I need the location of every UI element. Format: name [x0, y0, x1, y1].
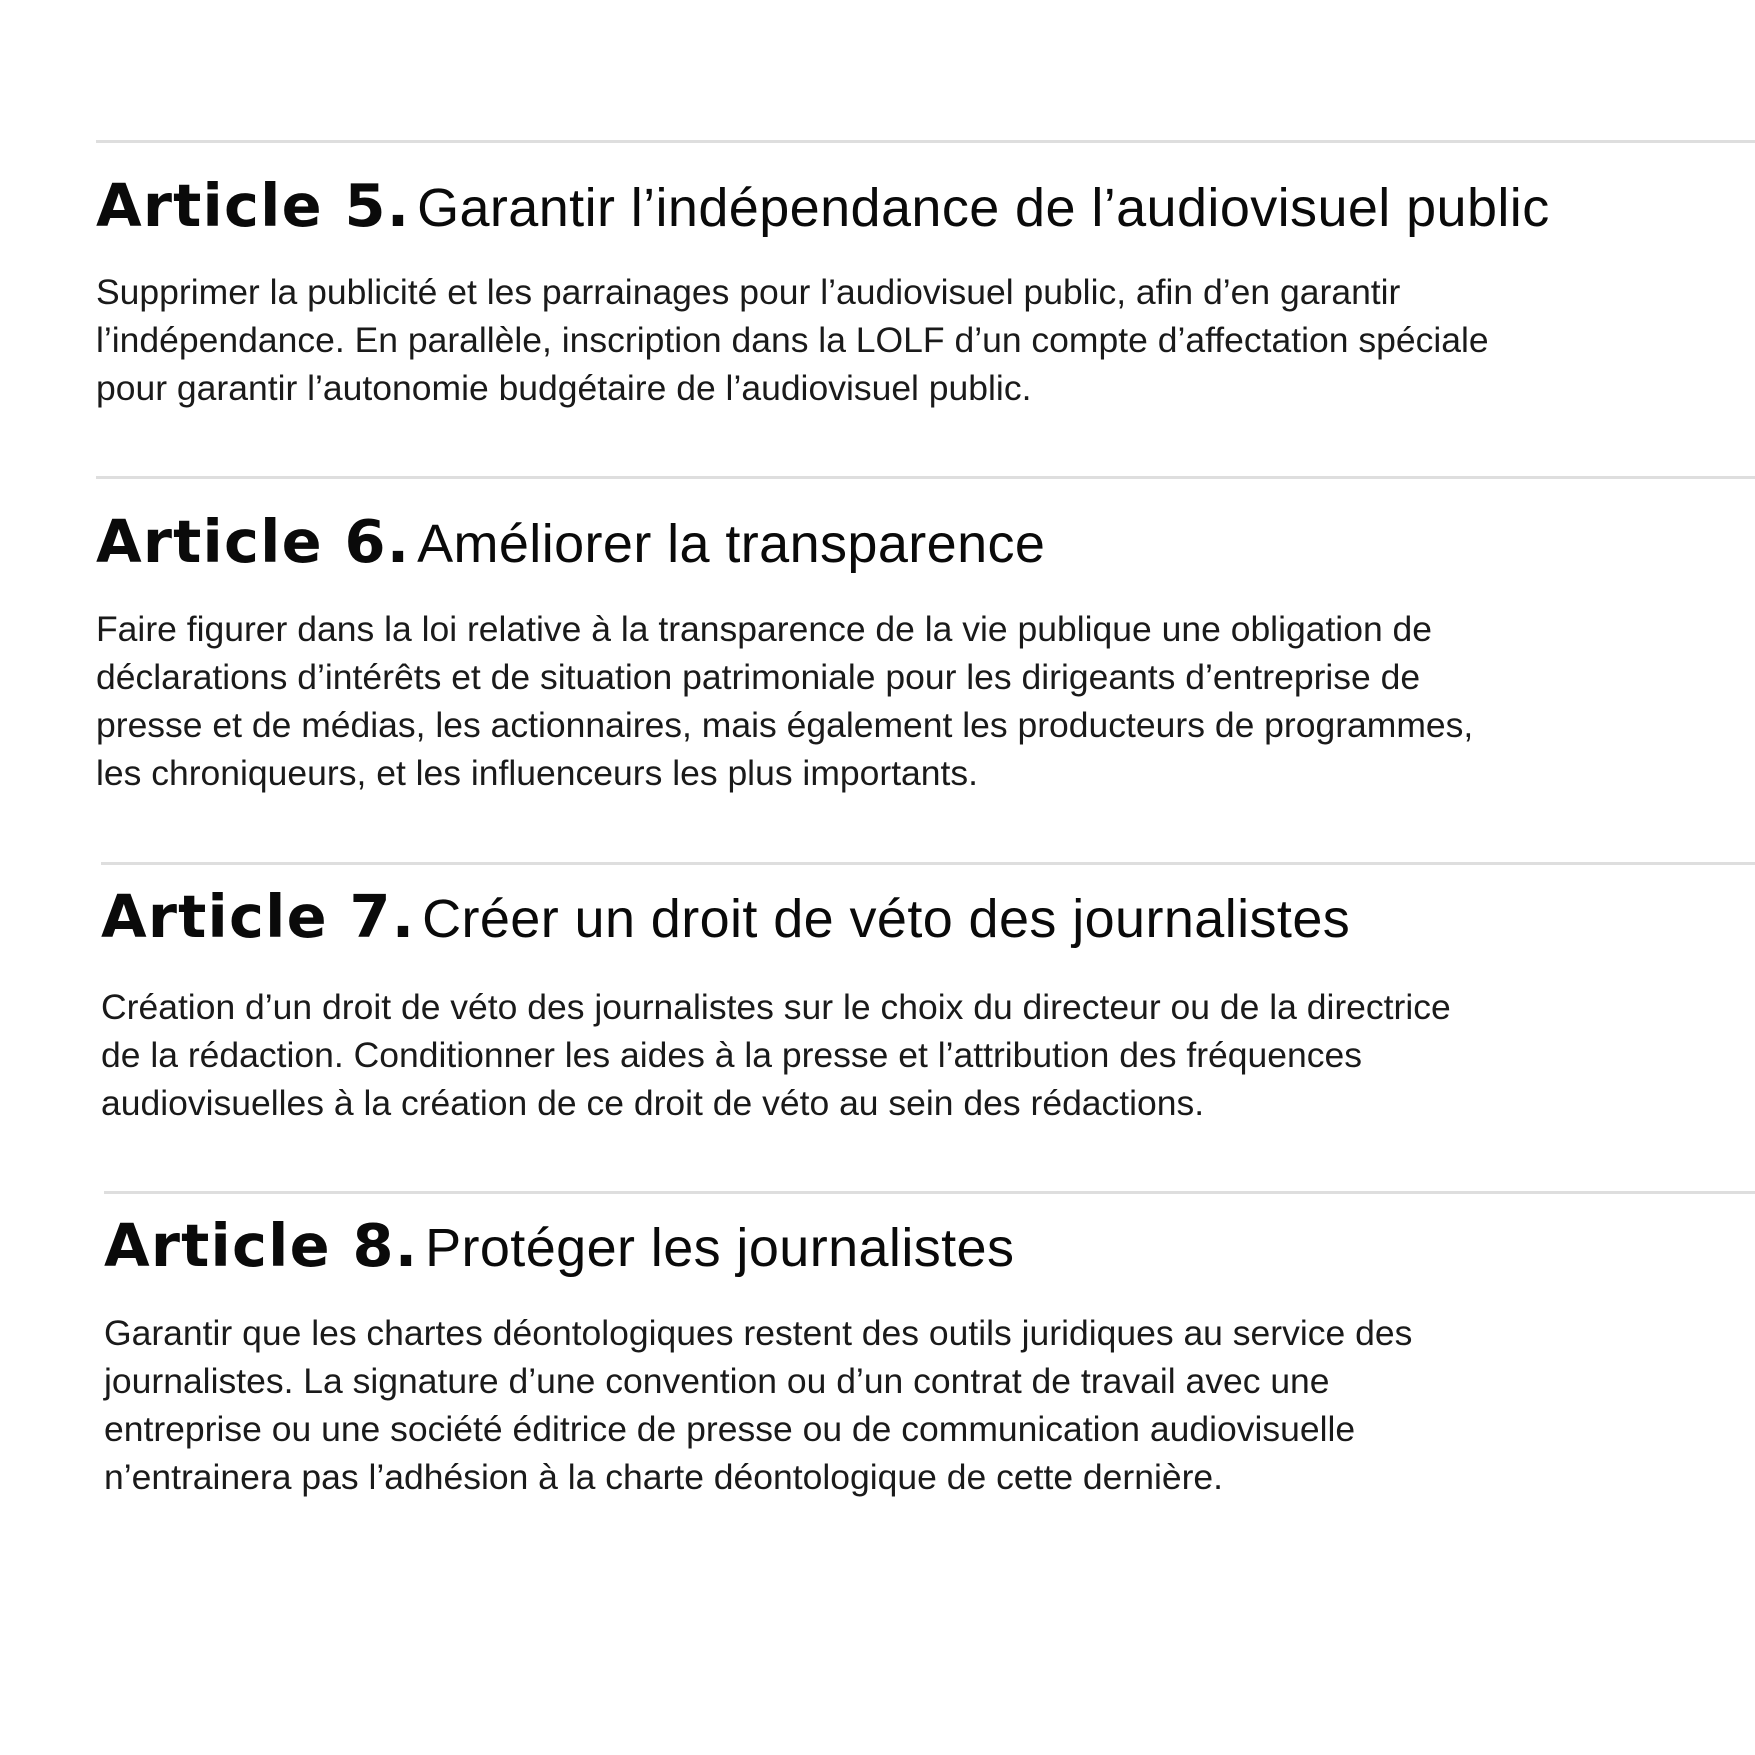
- article-title: Garantir l’indépendance de l’audiovisuel public: [417, 178, 1550, 238]
- article-5-body: [96, 268, 1755, 412]
- article-5-section: [96, 140, 1755, 412]
- article-7-body: [101, 983, 1755, 1127]
- article-title: Améliorer la transparence: [417, 514, 1046, 574]
- article-7-section: [101, 862, 1755, 1127]
- article-7-heading: [101, 882, 1755, 951]
- article-number: Article 5.: [96, 171, 411, 240]
- body-line: les chroniqueurs, et les influenceurs les plus importants.: [96, 753, 979, 793]
- body-line: n’entrainera pas l’adhésion à la charte déontologique de cette dernière.: [104, 1457, 1224, 1497]
- article-5-heading: [96, 171, 1755, 240]
- body-line: Garantir que les chartes déontologiques restent des outils juridiques au service des: [104, 1313, 1413, 1353]
- article-8-body: [104, 1309, 1755, 1501]
- section-divider: [101, 862, 1755, 865]
- article-6-section: [96, 476, 1755, 797]
- article-title: Créer un droit de véto des journalistes: [422, 889, 1351, 949]
- body-line: entreprise ou une société éditrice de presse ou de communication audiovisuelle: [104, 1409, 1356, 1449]
- body-line: de la rédaction. Conditionner les aides à la presse et l’attribution des fréquences: [101, 1035, 1363, 1075]
- body-line: déclarations d’intérêts et de situation patrimoniale pour les dirigeants d’entreprise de: [96, 657, 1421, 697]
- article-8-section: [104, 1191, 1755, 1501]
- article-number: Article 7.: [101, 882, 416, 951]
- section-divider: [96, 476, 1755, 479]
- article-number: Article 6.: [96, 507, 411, 576]
- section-divider: [96, 140, 1755, 143]
- body-line: audiovisuelles à la création de ce droit de véto au sein des rédactions.: [101, 1083, 1205, 1123]
- body-line: journalistes. La signature d’une convention ou d’un contrat de travail avec une: [104, 1361, 1330, 1401]
- body-line: Faire figurer dans la loi relative à la transparence de la vie publique une obligation de: [96, 609, 1433, 649]
- article-6-heading: [96, 507, 1755, 576]
- body-line: pour garantir l’autonomie budgétaire de l’audiovisuel public.: [96, 368, 1032, 408]
- article-title: Protéger les journalistes: [425, 1218, 1015, 1278]
- section-divider: [104, 1191, 1755, 1194]
- article-8-heading: [104, 1211, 1755, 1280]
- body-line: l’indépendance. En parallèle, inscription dans la LOLF d’un compte d’affectation spéciale: [96, 320, 1489, 360]
- body-line: Supprimer la publicité et les parrainages pour l’audiovisuel public, afin d’en garantir: [96, 272, 1401, 312]
- body-line: Création d’un droit de véto des journalistes sur le choix du directeur ou de la directrice: [101, 987, 1451, 1027]
- body-line: presse et de médias, les actionnaires, mais également les producteurs de programmes,: [96, 705, 1474, 745]
- article-number: Article 8.: [104, 1211, 419, 1280]
- article-6-body: [96, 605, 1755, 797]
